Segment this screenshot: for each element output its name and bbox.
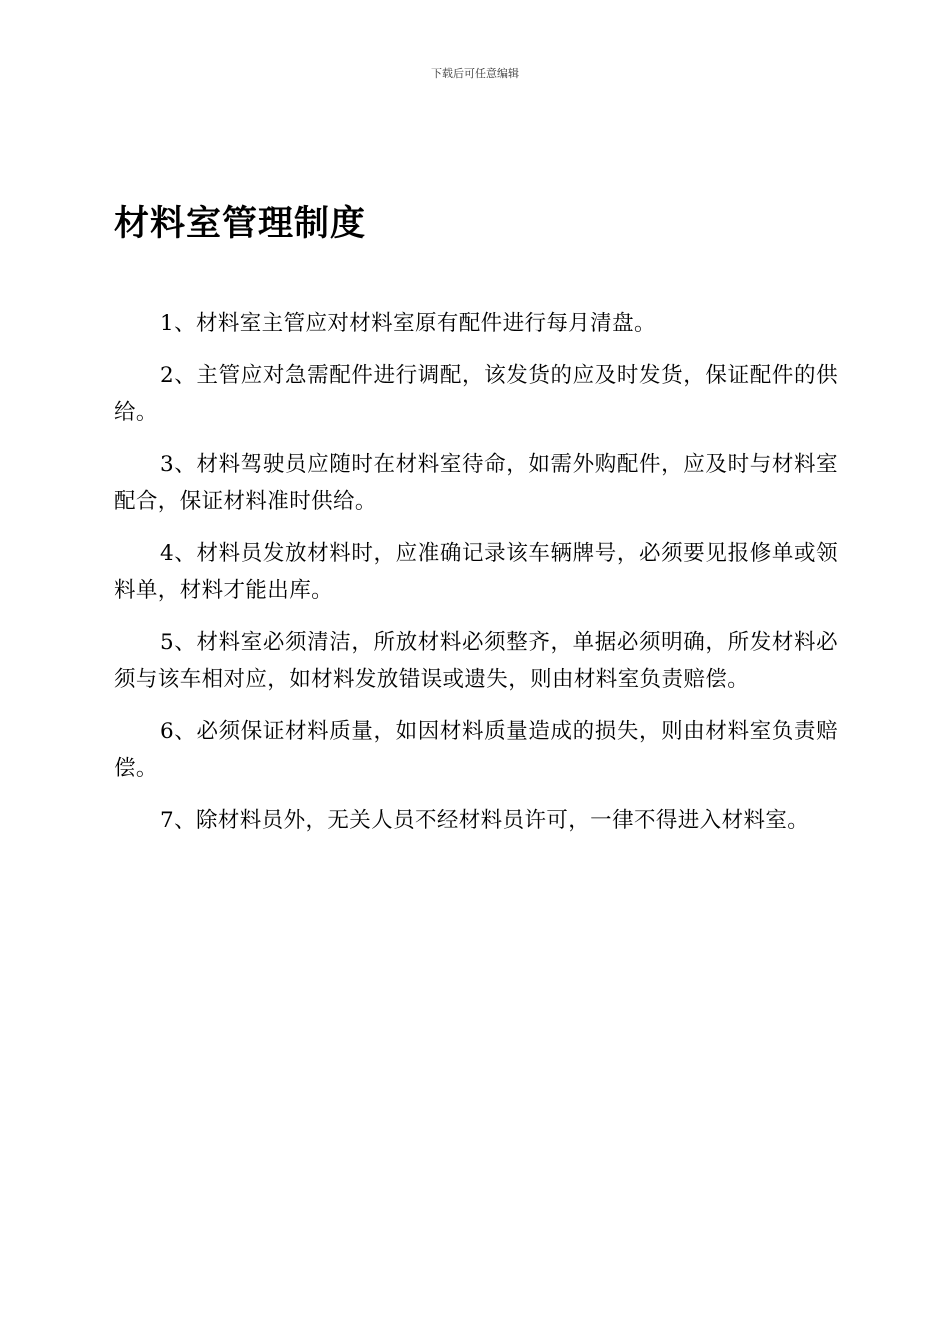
rule-item: 5、材料室必须清洁，所放材料必须整齐，单据必须明确，所发材料必须与该车相对应，如材料发放错误或遗失，则由材料室负责赔偿。 (114, 630, 838, 692)
rule-item: 7、除材料员外，无关人员不经材料员许可，一律不得进入材料室。 (160, 808, 810, 833)
document-title: 材料室管理制度 (114, 204, 367, 244)
rule-item: 6、必须保证材料质量，如因材料质量造成的损失，则由材料室负责赔偿。 (114, 719, 838, 781)
rule-item: 3、材料驾驶员应随时在材料室待命，如需外购配件，应及时与材料室配合，保证材料准时供给。 (114, 452, 838, 514)
rule-item: 4、材料员发放材料时，应准确记录该车辆牌号，必须要见报修单或领料单，材料才能出库。 (114, 541, 838, 603)
rule-item: 2、主管应对急需配件进行调配，该发货的应及时发货，保证配件的供给。 (114, 363, 838, 425)
rules-list (114, 305, 838, 854)
rule-item: 1、材料室主管应对材料室原有配件进行每月清盘。 (160, 311, 656, 336)
header-note: 下载后可任意编辑 (431, 67, 519, 80)
